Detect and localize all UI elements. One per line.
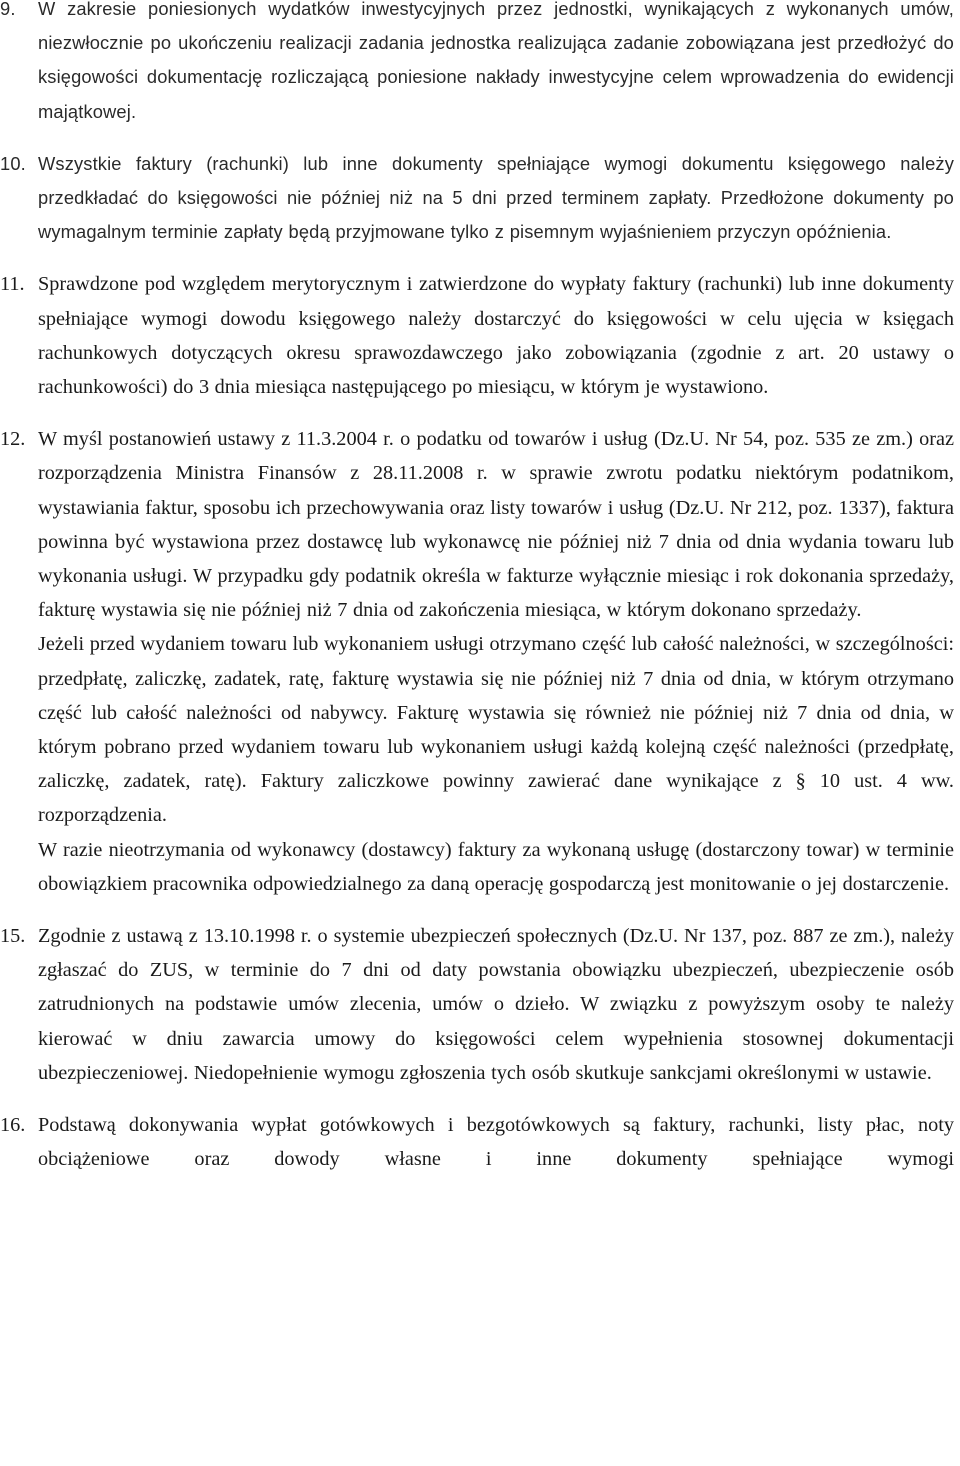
- item-paragraph: Jeżeli przed wydaniem towaru lub wykonaniem usługi otrzymano część lub całość należności, w szczególności: przedpłatę, zaliczkę, zadatek, ratę, fakturę wystawia się nie później niż 7 dnia od dnia, w którym otrzymano część lub całość należności od nabywcy. Fakturę wystawia się również nie później niż 7 dnia od dnia, w którym pobrano przed wydaniem towaru lub wykonaniem usługi każdą kolejną część należności (przedpłatę, zaliczkę, zadatek, ratę). Faktury zaliczkowe powinny zawierać dane wynikające z § 10 ust. 4 ww. rozporządzenia.: [38, 633, 954, 827]
- item-paragraph: W razie nieotrzymania od wykonawcy (dostawcy) faktury za wykonaną usługę (dostarczony towar) w terminie obowiązkiem pracownika odpowiedzialnego za daną operację gospodarczą jest monitowanie o jej dostarczenie.: [38, 838, 954, 895]
- item-number: 9.: [0, 0, 16, 19]
- item-paragraph: W zakresie poniesionych wydatków inwestycyjnych przez jednostki, wynikających z wykonanych umów, niezwłocznie po ukończeniu realizacji zadania jednostka realizująca zadanie zobowiązana jest przedłożyć do księgowości dokumentację rozliczającą poniesione nakłady inwestycyjne celem wprowadzenia do ewidencji majątkowej.: [38, 0, 954, 122]
- list-item-15: [0, 919, 954, 1090]
- list-item-10: [0, 147, 954, 250]
- item-paragraph: Wszystkie faktury (rachunki) lub inne dokumenty spełniające wymogi dokumentu księgowego należy przedkładać do księgowości nie później niż na 5 dni przed terminem zapłaty. Przedłożone dokumenty po wymagalnym terminie zapłaty będą przyjmowane tylko z pisemnym wyjaśnieniem przyczyn opóźnienia.: [38, 152, 954, 243]
- item-number: 10.: [0, 152, 26, 174]
- item-paragraph: Zgodnie z ustawą z 13.10.1998 r. o systemie ubezpieczeń społecznych (Dz.U. Nr 137, poz. 887 ze zm.), należy zgłaszać do ZUS, w terminie do 7 dni od daty powstania obowiązku ubezpieczeń, ubezpieczenie osób zatrudnionych na podstawie umów zlecenia, umów o dzieło. W związku z powyższym osoby te należy kierować w dniu zawarcia umowy do księgowości celem wypełnienia stosownej dokumentacji ubezpieczeniowej. Niedopełnienie wymogu zgłoszenia tych osób skutkuje sankcjami określonymi w ustawie.: [38, 925, 954, 1084]
- list-item-11: [0, 267, 954, 404]
- item-paragraph: Podstawą dokonywania wypłat gotówkowych i bezgotówkowych są faktury, rachunki, listy płac, noty obciążeniowe oraz dowody własne i inne dokumenty spełniające wymogi: [38, 1114, 954, 1171]
- item-paragraph: W myśl postanowień ustawy z 11.3.2004 r. o podatku od towarów i usług (Dz.U. Nr 54, poz. 535 ze zm.) oraz rozporządzenia Ministra Finansów z 28.11.2008 r. w sprawie zwrotu podatku niektórym podatnikom, wystawiania faktur, sposobu ich przechowywania oraz listy towarów i usług (Dz.U. Nr 212, poz. 1337), faktura powinna być wystawiona przez dostawcę lub wykonawcę nie później niż 7 dnia od dnia wydania towaru lub wykonania usługi. W przypadku gdy podatnik określa w fakturze wyłącznie miesiąc i rok dokonania sprzedaży, fakturę wystawia się nie później niż 7 dnia od zakończenia miesiąca, w którym dokonano sprzedaży.: [38, 428, 954, 622]
- item-number: 11.: [0, 273, 25, 296]
- item-number: 15.: [0, 925, 26, 948]
- list-item-12: [0, 422, 954, 901]
- item-number: 12.: [0, 428, 26, 451]
- list-item-16: [0, 1108, 954, 1176]
- item-paragraph: Sprawdzone pod względem merytorycznym i zatwierdzone do wypłaty faktury (rachunki) lub inne dokumenty spełniające wymogi dowodu księgowego należy dostarczyć do księgowości w celu ujęcia w księgach rachunkowych dotyczących okresu sprawozdawczego jako zobowiązania (zgodnie z art. 20 ustawy o rachunkowości) do 3 dnia miesiąca następującego po miesiącu, w którym je wystawiono.: [38, 273, 954, 399]
- list-item-9: [0, 0, 954, 129]
- item-number: 16.: [0, 1114, 26, 1137]
